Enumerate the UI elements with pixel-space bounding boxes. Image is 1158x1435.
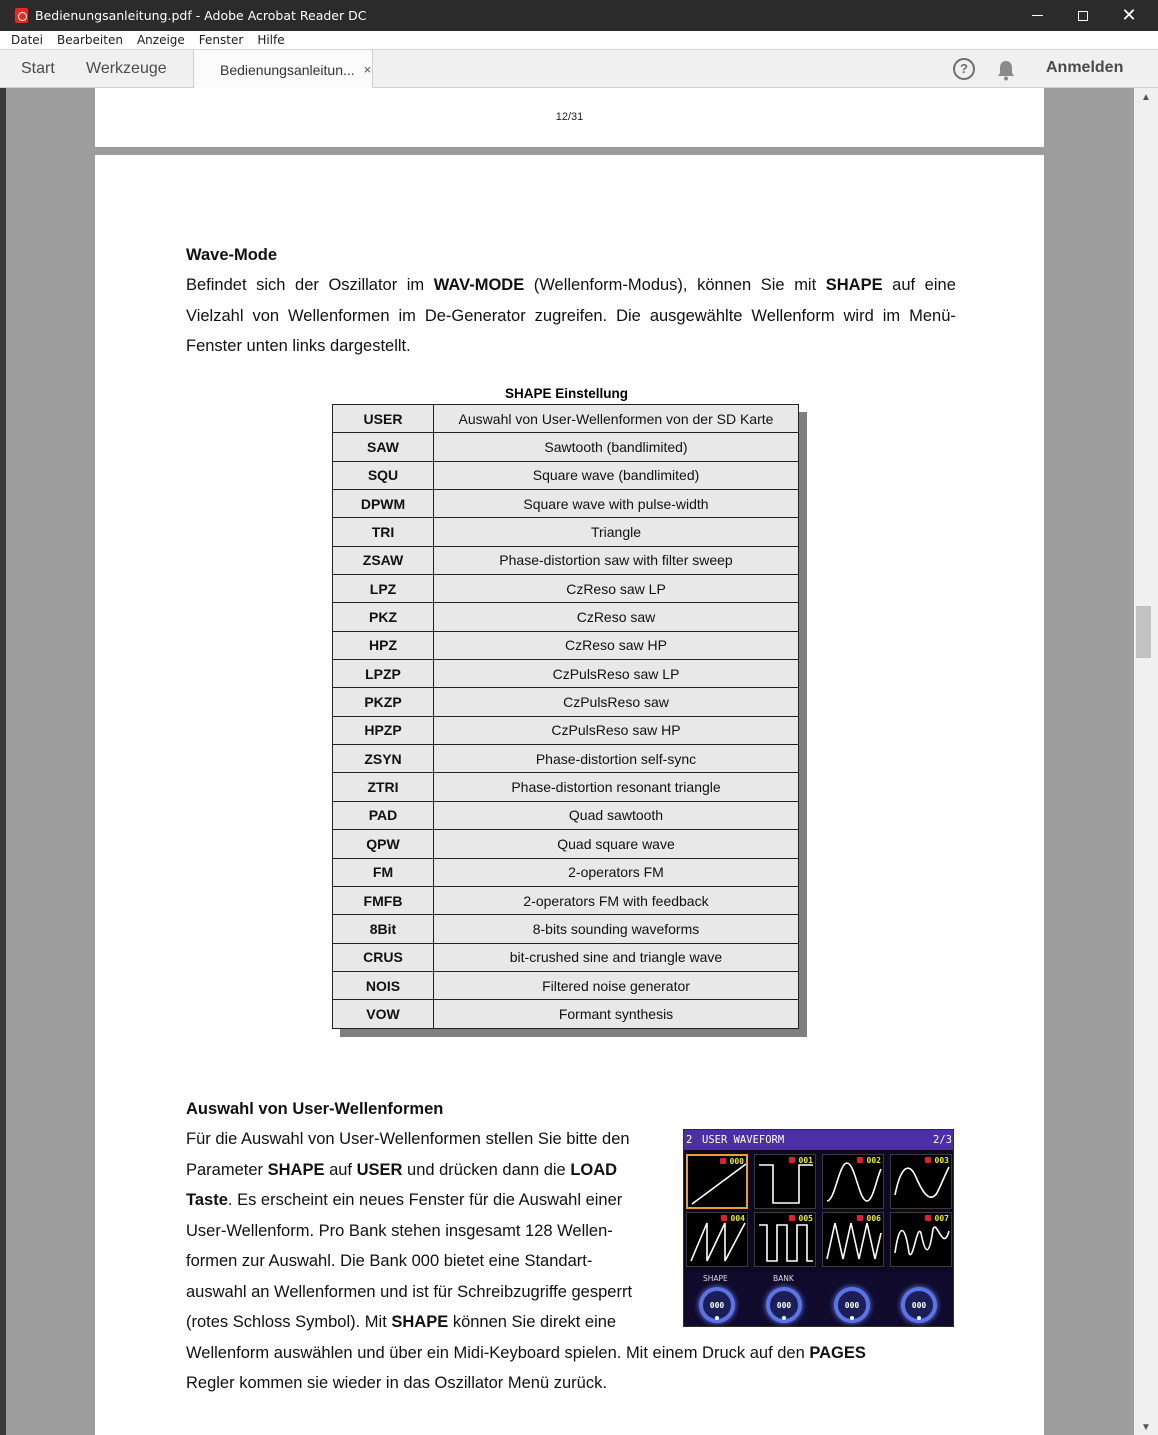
knob xyxy=(699,1287,735,1323)
menu-fenster[interactable]: Fenster xyxy=(198,33,244,47)
shape-code-cell: FM xyxy=(333,858,434,886)
shape-code-cell: HPZ xyxy=(333,631,434,659)
shape-code-cell: PKZP xyxy=(333,688,434,716)
tab-close-icon[interactable]: × xyxy=(363,62,372,77)
maximize-button[interactable] xyxy=(1060,0,1106,31)
help-icon[interactable]: ? xyxy=(953,58,975,80)
text-segment: Wellenform xyxy=(751,306,835,325)
window-title: Bedienungsanleitung.pdf - Adobe Acrobat Reader DC xyxy=(35,8,367,23)
table-row xyxy=(333,603,799,631)
table-row xyxy=(333,858,799,886)
table-row xyxy=(333,1000,799,1028)
close-icon: ✕ xyxy=(1121,4,1137,26)
tab-start[interactable]: Start xyxy=(21,60,55,77)
shape-code-cell: NOIS xyxy=(333,971,434,999)
text-segment: . xyxy=(227,1191,233,1209)
shape-code-cell: QPW xyxy=(333,830,434,858)
text-segment: sich xyxy=(256,276,286,294)
knob-value: 000 xyxy=(844,1301,860,1310)
text-segment: Fenster unten links dargestellt. xyxy=(186,337,411,355)
lock-icon xyxy=(925,1215,931,1221)
text-line xyxy=(186,270,956,301)
table-row xyxy=(333,575,799,603)
tab-bar xyxy=(0,50,1158,88)
slot-number: 006 xyxy=(866,1214,881,1223)
waveform-slot xyxy=(754,1212,816,1267)
text-segment: Menü- xyxy=(909,306,956,325)
lock-icon xyxy=(721,1215,727,1221)
menu-bearbeiten[interactable]: Bearbeiten xyxy=(57,33,123,47)
shape-description-cell: 2-operators FM with feedback xyxy=(434,886,799,914)
table-row xyxy=(333,801,799,829)
slot-number: 002 xyxy=(866,1156,881,1165)
shape-code-cell: CRUS xyxy=(333,943,434,971)
shape-code-cell: PAD xyxy=(333,801,434,829)
lock-icon xyxy=(857,1215,863,1221)
text-segment: Oszillator xyxy=(328,276,398,294)
lock-icon xyxy=(789,1157,795,1163)
waveform-slot xyxy=(686,1154,748,1209)
user-waveform-screen xyxy=(683,1129,954,1327)
slot-number: 004 xyxy=(730,1214,745,1223)
menu-hilfe[interactable]: Hilfe xyxy=(257,33,285,47)
screen-header xyxy=(684,1130,954,1150)
text-segment: Regler kommen sie wieder in das Oszillator Menü zurück. xyxy=(186,1374,607,1392)
slot-number: 003 xyxy=(934,1156,949,1165)
shape-code-cell: ZSAW xyxy=(333,546,434,574)
text-line xyxy=(186,301,956,332)
knob xyxy=(834,1287,870,1323)
minimize-icon xyxy=(1032,15,1043,16)
table-row xyxy=(333,660,799,688)
text-segment: im xyxy=(406,276,425,294)
shape-code-cell: ZTRI xyxy=(333,773,434,801)
knob-value: 000 xyxy=(776,1301,792,1310)
text-segment: USER xyxy=(356,1160,403,1179)
knob-value: 000 xyxy=(709,1301,725,1310)
screen-page: 2/3 xyxy=(933,1134,952,1146)
text-segment: von xyxy=(252,306,280,325)
shape-code-cell: USER xyxy=(333,405,434,433)
text-segment: WAV-MODE xyxy=(433,276,525,294)
table-row xyxy=(333,915,799,943)
table-row xyxy=(333,461,799,489)
text-segment: Es erscheint ein neues Fenster für die Auswahl einer xyxy=(232,1191,623,1209)
slot-number: 005 xyxy=(798,1214,813,1223)
waveform-slot xyxy=(754,1154,816,1209)
shape-code-cell: DPWM xyxy=(333,490,434,518)
shape-description-cell: CzReso saw HP xyxy=(434,631,799,659)
slot-number: 007 xyxy=(934,1214,949,1223)
shape-code-cell: LPZP xyxy=(333,660,434,688)
text-segment: eine xyxy=(924,276,956,294)
waveform-slot xyxy=(822,1154,884,1209)
shape-description-cell: Auswahl von User-Wellenformen von der SD Karte xyxy=(434,405,799,433)
shape-description-cell: Phase-distortion saw with filter sweep xyxy=(434,546,799,574)
table-row xyxy=(333,688,799,716)
bell-icon[interactable] xyxy=(996,59,1016,81)
previous-page xyxy=(95,88,1044,147)
acrobat-logo-icon xyxy=(15,8,28,23)
table-row xyxy=(333,773,799,801)
text-segment: LOAD xyxy=(570,1160,618,1179)
text-segment: De-Generator xyxy=(424,306,526,325)
table-row xyxy=(333,518,799,546)
text-segment: Wellenformen xyxy=(288,306,390,325)
shape-code-cell: PKZ xyxy=(333,603,434,631)
text-segment: können Sie direkt eine xyxy=(448,1313,617,1331)
knob-label-shape: SHAPE xyxy=(703,1274,728,1283)
maximize-icon xyxy=(1078,11,1088,21)
shape-description-cell: Quad sawtooth xyxy=(434,801,799,829)
login-button[interactable]: Anmelden xyxy=(1046,59,1124,76)
text-segment: Taste xyxy=(186,1191,228,1209)
knob-label-bank: BANK xyxy=(773,1274,794,1283)
table-row xyxy=(333,631,799,659)
lock-icon xyxy=(925,1157,931,1163)
text-segment: wird xyxy=(843,306,874,325)
text-segment: Parameter xyxy=(186,1160,268,1179)
shape-description-cell: Filtered noise generator xyxy=(434,971,799,999)
text-segment: (rotes Schloss Symbol). Mit xyxy=(186,1313,392,1331)
menu-datei[interactable]: Datei xyxy=(11,33,44,47)
shape-description-cell: Square wave with pulse-width xyxy=(434,490,799,518)
left-panel-edge xyxy=(0,88,6,1435)
shape-code-cell: TRI xyxy=(333,518,434,546)
shape-description-cell: Phase-distortion resonant triangle xyxy=(434,773,799,801)
knob xyxy=(766,1287,802,1323)
table-row xyxy=(333,716,799,744)
slot-number: 001 xyxy=(798,1156,813,1165)
shape-code-cell: VOW xyxy=(333,1000,434,1028)
waveform-slot xyxy=(686,1212,748,1267)
shape-description-cell: CzPulsReso saw xyxy=(434,688,799,716)
text-segment: auf xyxy=(892,276,916,294)
text-line xyxy=(186,1338,956,1369)
lock-icon xyxy=(857,1157,863,1163)
scroll-up-icon[interactable]: ▲ xyxy=(1141,92,1151,103)
knob-row xyxy=(684,1272,954,1327)
table-caption: SHAPE Einstellung xyxy=(504,386,629,401)
shape-description-cell: bit-crushed sine and triangle wave xyxy=(434,943,799,971)
text-segment: formen zur Auswahl. Die Bank 000 bietet eine Standart- xyxy=(186,1252,593,1270)
table-row xyxy=(333,546,799,574)
page-number: 12/31 xyxy=(555,111,584,123)
vertical-scrollbar[interactable] xyxy=(1134,88,1158,1435)
text-segment: Sie xyxy=(760,276,785,294)
text-segment: SHAPE xyxy=(825,276,883,294)
close-window-button[interactable] xyxy=(1106,0,1152,31)
shape-description-cell: Phase-distortion self-sync xyxy=(434,745,799,773)
screen-title: USER WAVEFORM xyxy=(702,1134,785,1146)
shape-description-cell: CzPulsReso saw HP xyxy=(434,716,799,744)
text-segment: PAGES xyxy=(809,1343,866,1362)
shape-description-cell: Triangle xyxy=(434,518,799,546)
scroll-thumb[interactable] xyxy=(1136,606,1151,658)
screen-number: 2 xyxy=(686,1134,693,1146)
table-row xyxy=(333,745,799,773)
text-segment: Für die Auswahl von User-Wellenformen stellen Sie bitte den xyxy=(186,1130,630,1148)
shape-code-cell: LPZ xyxy=(333,575,434,603)
waveform-slot xyxy=(890,1154,952,1209)
text-segment: im xyxy=(398,306,416,325)
table-row xyxy=(333,971,799,999)
shape-code-cell: HPZP xyxy=(333,716,434,744)
minimize-button[interactable] xyxy=(1014,0,1060,31)
lock-icon xyxy=(720,1158,726,1164)
shape-code-cell: 8Bit xyxy=(333,915,434,943)
shape-description-cell: Quad square wave xyxy=(434,830,799,858)
shape-description-cell: 8-bits sounding waveforms xyxy=(434,915,799,943)
waveform-slot xyxy=(822,1212,884,1267)
knob-value: 000 xyxy=(911,1301,927,1310)
table-row xyxy=(333,433,799,461)
shape-code-cell: ZSYN xyxy=(333,745,434,773)
shape-description-cell: Square wave (bandlimited) xyxy=(434,461,799,489)
table-row xyxy=(333,405,799,433)
text-line xyxy=(186,331,956,362)
shape-code-cell: FMFB xyxy=(333,886,434,914)
shape-description-cell: CzPulsReso saw LP xyxy=(434,660,799,688)
text-line xyxy=(186,1368,956,1399)
table-row xyxy=(333,830,799,858)
text-segment: SHAPE xyxy=(267,1160,325,1179)
text-segment: können xyxy=(697,276,752,294)
text-segment: zugreifen. xyxy=(534,306,608,325)
wave-mode-paragraph xyxy=(186,270,956,362)
tab-document[interactable] xyxy=(193,50,373,89)
text-segment: auswahl an Wellenformen und ist für Schreibzugriffe gesperrt xyxy=(186,1282,633,1301)
text-segment: Wellenform auswählen und über ein Midi-Keyboard spielen. Mit einem Druck auf den xyxy=(186,1343,810,1362)
lock-icon xyxy=(789,1215,795,1221)
text-segment: der xyxy=(295,276,319,294)
menu-anzeige[interactable]: Anzeige xyxy=(136,33,185,47)
tab-document-label: Bedienungsanleitun... xyxy=(220,61,355,78)
slot-number: 000 xyxy=(729,1157,744,1166)
scroll-down-icon[interactable]: ▼ xyxy=(1141,1422,1151,1433)
text-segment: (Wellenform-Modus), xyxy=(533,276,688,294)
table-row xyxy=(333,943,799,971)
shape-code-cell: SAW xyxy=(333,433,434,461)
shape-table xyxy=(332,404,799,1029)
shape-table-container xyxy=(332,404,799,1029)
shape-description-cell: Formant synthesis xyxy=(434,1000,799,1028)
shape-description-cell: CzReso saw xyxy=(434,603,799,631)
text-segment: auf xyxy=(324,1160,357,1179)
text-segment: Die xyxy=(616,306,641,325)
waveform-slot xyxy=(890,1212,952,1267)
title-bar xyxy=(0,0,1158,31)
text-segment: Befindet xyxy=(186,276,247,294)
document-page xyxy=(95,155,1044,1435)
text-segment: mit xyxy=(794,276,817,294)
knob xyxy=(901,1287,937,1323)
menu-bar xyxy=(0,31,1158,50)
tab-tools[interactable]: Werkzeuge xyxy=(86,60,167,77)
shape-description-cell: Sawtooth (bandlimited) xyxy=(434,433,799,461)
table-row xyxy=(333,490,799,518)
user-waveforms-heading: Auswahl von User-Wellenformen xyxy=(186,1100,444,1118)
wave-mode-heading: Wave-Mode xyxy=(186,246,278,264)
text-segment: im xyxy=(882,306,901,325)
text-segment: und drücken dann die xyxy=(402,1160,571,1179)
shape-description-cell: CzReso saw LP xyxy=(434,575,799,603)
text-segment: Vielzahl xyxy=(186,306,244,325)
table-row xyxy=(333,886,799,914)
text-segment: User-Wellenform. Pro Bank stehen insgesamt 128 Wellen- xyxy=(186,1221,613,1240)
text-segment: SHAPE xyxy=(391,1313,449,1331)
shape-code-cell: SQU xyxy=(333,461,434,489)
text-segment: ausgewählte xyxy=(649,306,743,325)
shape-description-cell: 2-operators FM xyxy=(434,858,799,886)
